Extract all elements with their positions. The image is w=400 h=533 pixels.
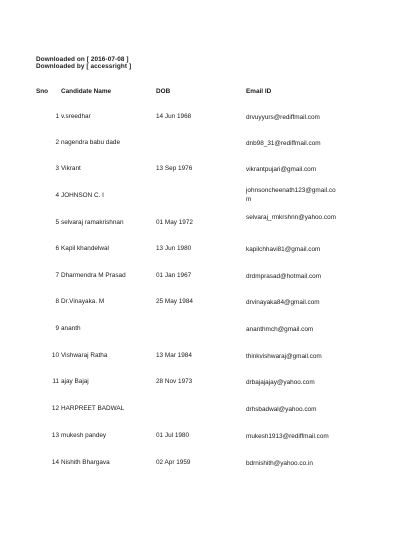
table-row [0, 325, 400, 347]
table-row [0, 459, 400, 481]
row-email: ananthmch@gmail.com [246, 326, 314, 333]
row-candidate-name: Dharmendra M Prasad [61, 272, 126, 279]
table-row [0, 113, 400, 135]
row-candidate-name: Vishwaraj Ratha [61, 352, 108, 359]
row-dob: 13 Mar 1984 [156, 352, 192, 359]
row-email: dnb98_31@rediffmail.com [246, 140, 321, 147]
row-sno: 7 [55, 272, 59, 279]
row-email: mukesh1913@rediffmail.com [246, 433, 329, 440]
row-candidate-name: HARPREET BADWAL [61, 405, 125, 412]
column-header-candidate-name: Candidate Name [61, 88, 112, 95]
downloaded-by-line: Downloaded by [ accessright ] [36, 63, 132, 70]
row-sno: 13 [51, 432, 59, 439]
row-candidate-name: Dr.Vinayaka. M [61, 298, 105, 305]
row-dob: 14 Jun 1968 [156, 113, 192, 120]
column-header-sno: Sno [36, 88, 49, 95]
downloaded-on-line: Downloaded on [ 2016-07-08 ] [36, 56, 129, 63]
table-row [0, 352, 400, 374]
row-email: drbajajajay@yahoo.com [246, 379, 315, 386]
row-dob: 01 Jul 1980 [156, 432, 190, 439]
table-row [0, 139, 400, 161]
row-dob: 13 Jun 1980 [156, 245, 192, 252]
row-sno: 3 [55, 165, 59, 172]
row-dob: 13 Sep 1976 [156, 165, 193, 172]
row-dob: 25 May 1984 [156, 298, 193, 305]
row-dob: 28 Nov 1973 [156, 378, 193, 385]
row-email: thinkvishwaraj@gmail.com [246, 353, 322, 360]
row-candidate-name: nagendra babu dade [61, 139, 120, 146]
row-sno: 5 [55, 219, 59, 226]
row-dob: 01 Jan 1967 [156, 272, 192, 279]
row-dob: 02 Apr 1959 [156, 459, 191, 466]
table-row [0, 432, 400, 454]
row-email: drdmprasad@hotmail.com [246, 273, 322, 280]
table-row [0, 214, 400, 241]
row-sno: 10 [51, 352, 59, 359]
table-row [0, 187, 400, 214]
row-email: johnsoncheenath123@gmail.com [246, 187, 336, 203]
row-email: drvuyyurs@rediffmail.com [246, 114, 320, 121]
row-email: drhsbadwal@yahoo.com [246, 406, 317, 413]
column-header-email-id: Email ID [246, 88, 272, 95]
row-email: selvaraj_rmkrshnn@yahoo.com [246, 214, 336, 221]
row-sno: 12 [51, 405, 59, 412]
row-candidate-name: ajay Bajaj [61, 378, 89, 385]
table-row [0, 245, 400, 267]
table-row [0, 298, 400, 320]
row-dob: 01 May 1972 [156, 219, 193, 226]
row-candidate-name: Kapil khandelwal [61, 245, 109, 252]
row-candidate-name: ananth [61, 325, 81, 332]
row-sno: 9 [55, 325, 59, 332]
row-sno: 8 [55, 298, 59, 305]
row-candidate-name: JOHNSON C. I [61, 192, 104, 199]
row-candidate-name: mukesh pandey [61, 432, 107, 439]
row-sno: 4 [55, 192, 59, 199]
row-email: vikrantpujari@gmail.com [246, 166, 317, 173]
row-candidate-name: selvaraj ramakrishnan [61, 219, 124, 226]
row-sno: 2 [55, 139, 59, 146]
row-sno: 6 [55, 245, 59, 252]
row-sno: 1 [55, 113, 59, 120]
row-email: kapilchhavi81@gmail.com [246, 246, 321, 253]
row-candidate-name: Vikrant [61, 165, 81, 172]
row-sno: 11 [52, 378, 59, 385]
table-row [0, 165, 400, 187]
row-candidate-name: v.sreedhar [61, 113, 91, 120]
row-email: bdrnishith@yahoo.co.in [246, 460, 313, 467]
column-header-dob: DOB [156, 88, 171, 95]
row-candidate-name: Nishith Bhargava [61, 459, 110, 466]
table-row [0, 272, 400, 294]
row-email: drvinayaka84@gmail.com [246, 299, 320, 306]
table-row [0, 405, 400, 427]
table-row [0, 378, 400, 400]
row-sno: 14 [51, 459, 59, 466]
